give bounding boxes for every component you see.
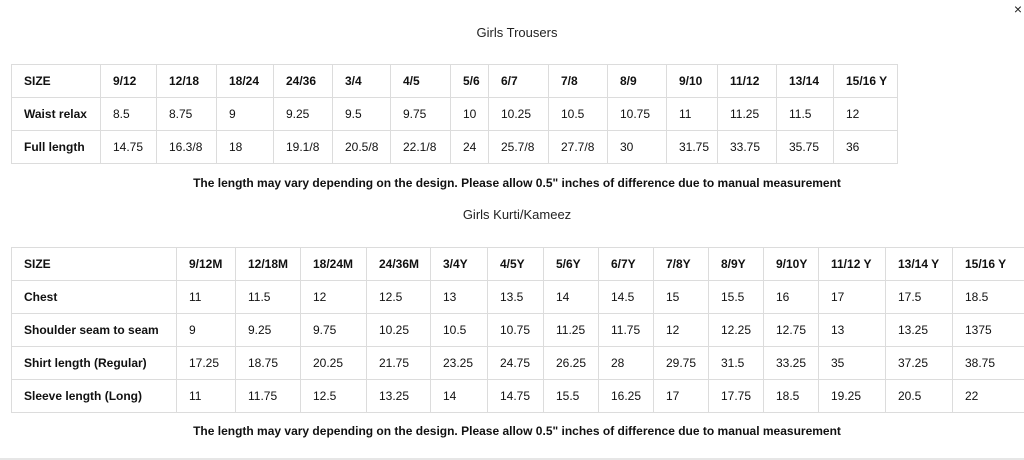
row-label: Waist relax xyxy=(12,98,101,131)
size-cell: 10.5 xyxy=(431,314,488,347)
size-cell: 11.5 xyxy=(236,281,301,314)
size-cell: 8.5 xyxy=(101,98,157,131)
size-cell: 36 xyxy=(834,131,898,164)
size-cell: 18.75 xyxy=(236,347,301,380)
size-cell: 10.75 xyxy=(608,98,667,131)
size-cell: 9.25 xyxy=(236,314,301,347)
size-cell: 33.75 xyxy=(718,131,777,164)
size-cell: 11 xyxy=(667,98,718,131)
size-cell: 33.25 xyxy=(764,347,819,380)
size-cell: 18 xyxy=(217,131,274,164)
size-cell: 12 xyxy=(301,281,367,314)
size-cell: 15.5 xyxy=(544,380,599,413)
row-label: Shirt length (Regular) xyxy=(12,347,177,380)
size-cell: 15/16 Y xyxy=(953,248,1024,281)
size-cell: 11 xyxy=(177,281,236,314)
size-cell: 18.5 xyxy=(953,281,1024,314)
size-cell: 13 xyxy=(819,314,886,347)
size-cell: 24/36 xyxy=(274,65,333,98)
size-cell: 10 xyxy=(451,98,489,131)
row-label: Chest xyxy=(12,281,177,314)
size-cell: 37.25 xyxy=(886,347,953,380)
size-cell: 8/9 xyxy=(608,65,667,98)
size-cell: 10.25 xyxy=(367,314,431,347)
kurti-size-table xyxy=(11,247,1024,413)
size-cell: 14 xyxy=(431,380,488,413)
table-row xyxy=(12,314,1024,347)
size-cell: 19.25 xyxy=(819,380,886,413)
size-cell: 24.75 xyxy=(488,347,544,380)
size-cell: 31.5 xyxy=(709,347,764,380)
size-cell: 15/16 Y xyxy=(834,65,898,98)
table-row xyxy=(12,131,898,164)
kurti-measurement-note: The length may vary depending on the design. Please allow 0.5" inches of difference due to manual measurement xyxy=(193,424,841,438)
size-cell: 9.75 xyxy=(391,98,451,131)
table-row xyxy=(12,347,1024,380)
size-cell: 13 xyxy=(431,281,488,314)
trousers-size-table xyxy=(11,64,898,164)
table-row xyxy=(12,98,898,131)
size-cell: 14.75 xyxy=(101,131,157,164)
size-cell: 24 xyxy=(451,131,489,164)
size-cell: 16.3/8 xyxy=(157,131,217,164)
size-cell: 20.5/8 xyxy=(333,131,391,164)
size-cell: 16 xyxy=(764,281,819,314)
size-cell: 11.25 xyxy=(544,314,599,347)
size-cell: 7/8Y xyxy=(654,248,709,281)
size-cell: 9/12M xyxy=(177,248,236,281)
table-row xyxy=(12,281,1024,314)
size-cell: 1375 xyxy=(953,314,1024,347)
size-cell: 9.75 xyxy=(301,314,367,347)
size-cell: 3/4 xyxy=(333,65,391,98)
size-cell: 35.75 xyxy=(777,131,834,164)
size-cell: 18/24 xyxy=(217,65,274,98)
size-cell: 9/12 xyxy=(101,65,157,98)
size-cell: 17.75 xyxy=(709,380,764,413)
size-cell: 22 xyxy=(953,380,1024,413)
size-cell: 12.75 xyxy=(764,314,819,347)
size-cell: 9 xyxy=(217,98,274,131)
close-icon[interactable]: × xyxy=(1013,1,1022,17)
size-cell: 14.75 xyxy=(488,380,544,413)
size-cell: 9.25 xyxy=(274,98,333,131)
size-cell: 12.5 xyxy=(301,380,367,413)
size-cell: 4/5 xyxy=(391,65,451,98)
row-label: Shoulder seam to seam xyxy=(12,314,177,347)
kurti-title: Girls Kurti/Kameez xyxy=(462,207,572,222)
size-cell: 29.75 xyxy=(654,347,709,380)
size-cell: 13/14 Y xyxy=(886,248,953,281)
size-cell: 28 xyxy=(599,347,654,380)
size-cell: 14 xyxy=(544,281,599,314)
size-cell: 17.25 xyxy=(177,347,236,380)
size-cell: 19.1/8 xyxy=(274,131,333,164)
trousers-title: Girls Trousers xyxy=(476,25,558,40)
size-cell: 4/5Y xyxy=(488,248,544,281)
size-cell: 21.75 xyxy=(367,347,431,380)
size-cell: 7/8 xyxy=(549,65,608,98)
size-cell: 12 xyxy=(654,314,709,347)
size-cell: 35 xyxy=(819,347,886,380)
size-cell: 12/18M xyxy=(236,248,301,281)
size-cell: 6/7Y xyxy=(599,248,654,281)
size-cell: 11.75 xyxy=(599,314,654,347)
size-cell: 20.5 xyxy=(886,380,953,413)
size-cell: 17 xyxy=(819,281,886,314)
header-row xyxy=(12,248,1024,281)
size-cell: 9/10 xyxy=(667,65,718,98)
size-cell: 10.25 xyxy=(489,98,549,131)
size-cell: 12.25 xyxy=(709,314,764,347)
size-cell: 11.5 xyxy=(777,98,834,131)
size-cell: 13.25 xyxy=(886,314,953,347)
size-cell: 22.1/8 xyxy=(391,131,451,164)
size-cell: 10.5 xyxy=(549,98,608,131)
size-cell: 31.75 xyxy=(667,131,718,164)
size-cell: 18/24M xyxy=(301,248,367,281)
size-cell: 10.75 xyxy=(488,314,544,347)
size-cell: 27.7/8 xyxy=(549,131,608,164)
row-label: SIZE xyxy=(12,65,101,98)
size-cell: 5/6 xyxy=(451,65,489,98)
size-cell: 24/36M xyxy=(367,248,431,281)
header-row xyxy=(12,65,898,98)
size-cell: 38.75 xyxy=(953,347,1024,380)
size-cell: 30 xyxy=(608,131,667,164)
size-cell: 23.25 xyxy=(431,347,488,380)
size-cell: 17.5 xyxy=(886,281,953,314)
size-cell: 17 xyxy=(654,380,709,413)
size-cell: 6/7 xyxy=(489,65,549,98)
size-cell: 25.7/8 xyxy=(489,131,549,164)
size-cell: 9.5 xyxy=(333,98,391,131)
size-cell: 13.5 xyxy=(488,281,544,314)
size-cell: 8.75 xyxy=(157,98,217,131)
size-cell: 9 xyxy=(177,314,236,347)
size-cell: 12.5 xyxy=(367,281,431,314)
size-cell: 11 xyxy=(177,380,236,413)
size-cell: 14.5 xyxy=(599,281,654,314)
row-label: SIZE xyxy=(12,248,177,281)
size-cell: 5/6Y xyxy=(544,248,599,281)
row-label: Sleeve length (Long) xyxy=(12,380,177,413)
size-cell: 26.25 xyxy=(544,347,599,380)
size-cell: 18.5 xyxy=(764,380,819,413)
size-cell: 11.75 xyxy=(236,380,301,413)
size-cell: 3/4Y xyxy=(431,248,488,281)
table-row xyxy=(12,380,1024,413)
size-cell: 11/12 Y xyxy=(819,248,886,281)
size-cell: 13.25 xyxy=(367,380,431,413)
size-cell: 16.25 xyxy=(599,380,654,413)
size-cell: 13/14 xyxy=(777,65,834,98)
size-cell: 11.25 xyxy=(718,98,777,131)
size-cell: 11/12 xyxy=(718,65,777,98)
size-cell: 8/9Y xyxy=(709,248,764,281)
size-cell: 20.25 xyxy=(301,347,367,380)
size-cell: 12/18 xyxy=(157,65,217,98)
size-cell: 9/10Y xyxy=(764,248,819,281)
size-cell: 12 xyxy=(834,98,898,131)
size-cell: 15.5 xyxy=(709,281,764,314)
size-cell: 15 xyxy=(654,281,709,314)
row-label: Full length xyxy=(12,131,101,164)
trousers-measurement-note: The length may vary depending on the design. Please allow 0.5" inches of difference due to manual measurement xyxy=(193,176,841,190)
